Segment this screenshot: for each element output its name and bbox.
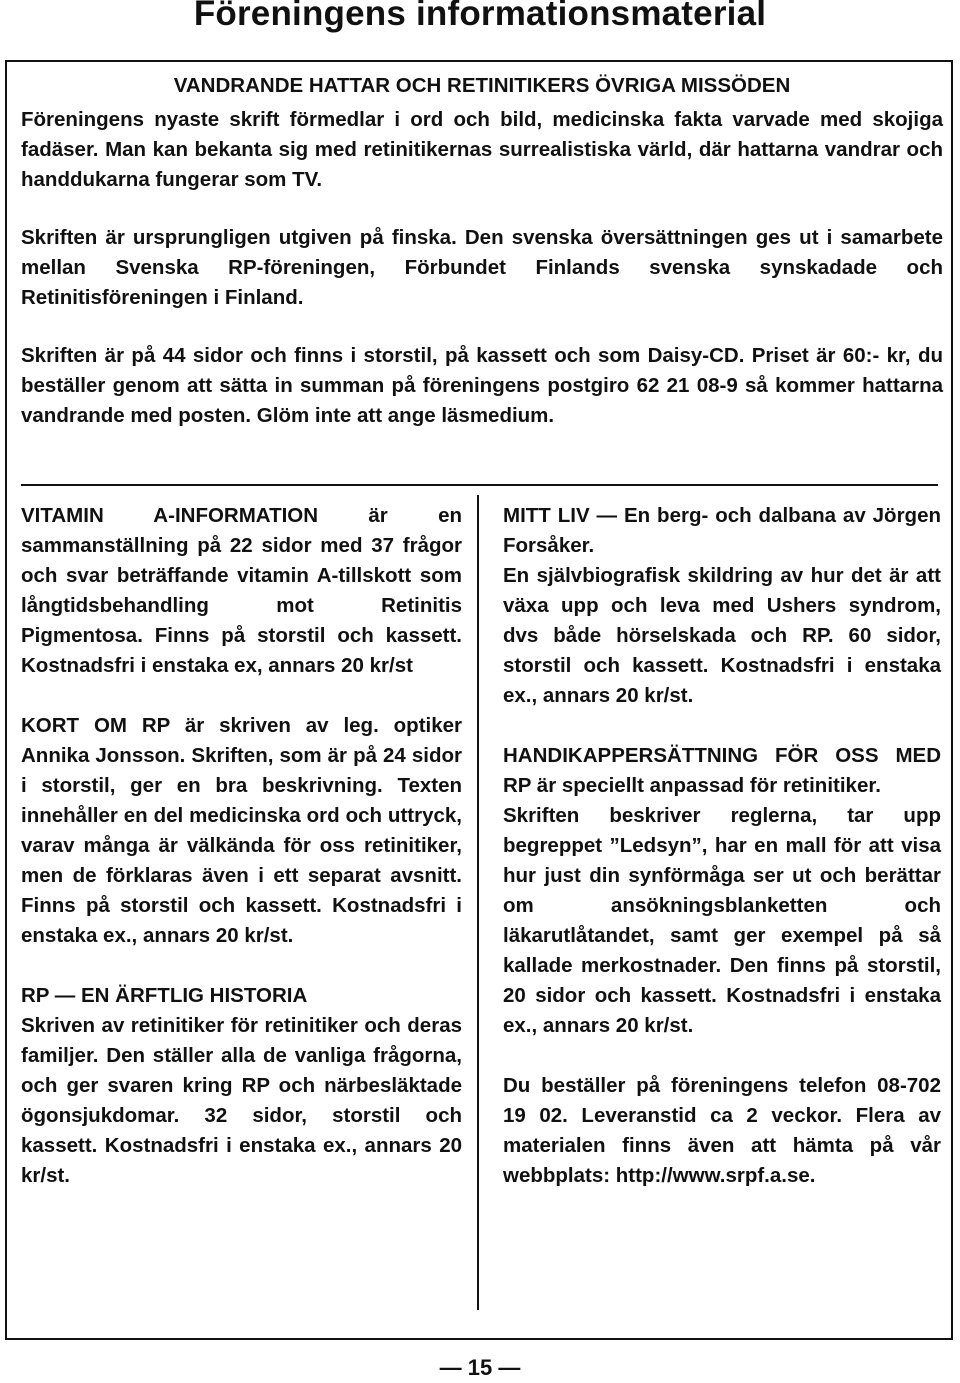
item-handikapp-text: Skriften beskriver reglerna, tar upp begreppet ”Ledsyn”, har en mall för att visa hur just din synförmåga ser ut och berättar om ansökningsblanketten och läkarutlåtandet, samt ger exempel på så kallade merkostnader. Den finns på storstil, 20 sidor och kassett. Kostnadsfri i enstaka ex., annars 20 kr/st. <box>503 804 941 1037</box>
intro-paragraph-3: Skriften är på 44 sidor och finns i storstil, på kassett och som Daisy-CD. Priset är 60:- kr, du beställer genom att sätta in summan på föreningens postgiro 62 21 08-9 så kommer hattarna vandrande med posten. Glöm inte att ange läsmedium. <box>21 344 943 427</box>
intro-heading: VANDRANDE HATTAR OCH RETINITIKERS ÖVRIGA MISSÖDEN <box>173 74 791 97</box>
item-handikapp-heading: HANDIKAPPERSÄTTNING FÖR OSS MED RP är speciellt anpassad för retinitiker. <box>503 744 941 797</box>
item-rp-historia-text: Skriven av retinitiker för retinitiker och deras familjer. Den ställer alla de vanliga frågorna, och ger svaren kring RP och närbesläktade ögonsjukdomar. 32 sidor, storstil och kassett. Kostnadsfri i enstaka ex., annars 20 kr/st. <box>21 1014 462 1187</box>
intro-paragraph-1: Föreningens nyaste skrift förmedlar i ord och bild, medicinska fakta varvade med skojiga fadäser. Man kan bekanta sig med retinitikernas surrealistiska värld, där hattarna vandrar och handdukarna fungerar som TV. <box>21 108 943 191</box>
page-title: Föreningens informationsmaterial <box>193 0 767 33</box>
item-mitt-liv-heading: MITT LIV — En berg- och dalbana av Jörgen Forsåker. <box>503 504 941 557</box>
left-column <box>21 501 462 1191</box>
item-rp-historia-heading: RP — EN ÄRFTLIG HISTORIA <box>21 984 308 1007</box>
column-divider <box>477 495 479 1310</box>
order-info: Du beställer på föreningens telefon 08-702 19 02. Leveranstid ca 2 veckor. Flera av materialen finns även att hämta på vår webbplats: http://www.srpf.a.se. <box>503 1074 941 1187</box>
intro-paragraph-2: Skriften är ursprungligen utgiven på finska. Den svenska översättningen ges ut i samarbete mellan Svenska RP-föreningen, Förbundet Finlands svenska synskadade och Retinitisföreningen i Finland. <box>21 226 943 309</box>
item-heading: KORT OM RP <box>21 714 170 737</box>
section-divider <box>21 484 938 486</box>
right-column <box>503 501 941 1191</box>
item-text: är en sammanställning på 22 sidor med 37 frågor och svar beträffande vitamin A-tillskott som långtidsbehandling mot Retinitis Pigmentosa. Finns på storstil och kassett. Kostnadsfri i enstaka ex, annars 20 kr/st <box>21 504 462 677</box>
item-text: är skriven av leg. optiker Annika Jonsson. Skriften, som är på 24 sidor i storstil, ger en bra beskrivning. Texten innehåller en del medicinska ord och uttryck, varav många är välkända för oss retinitiker, men de förklaras även i ett separat avsnitt. Finns på storstil och kassett. Kostnadsfri i enstaka ex., annars 20 kr/st. <box>21 714 462 947</box>
item-vitamin-a <box>21 501 462 681</box>
page-number: — 15 — <box>439 1355 521 1380</box>
item-kort-om-rp <box>21 711 462 951</box>
item-mitt-liv-text: En självbiografisk skildring av hur det är att växa upp och leva med Ushers syndrom, dvs både hörselskada och RP. 60 sidor, storstil och kassett. Kostnadsfri i enstaka ex., annars 20 kr/st. <box>503 564 941 707</box>
intro-section <box>21 71 943 431</box>
item-heading: VITAMIN A-INFORMATION <box>21 504 319 527</box>
